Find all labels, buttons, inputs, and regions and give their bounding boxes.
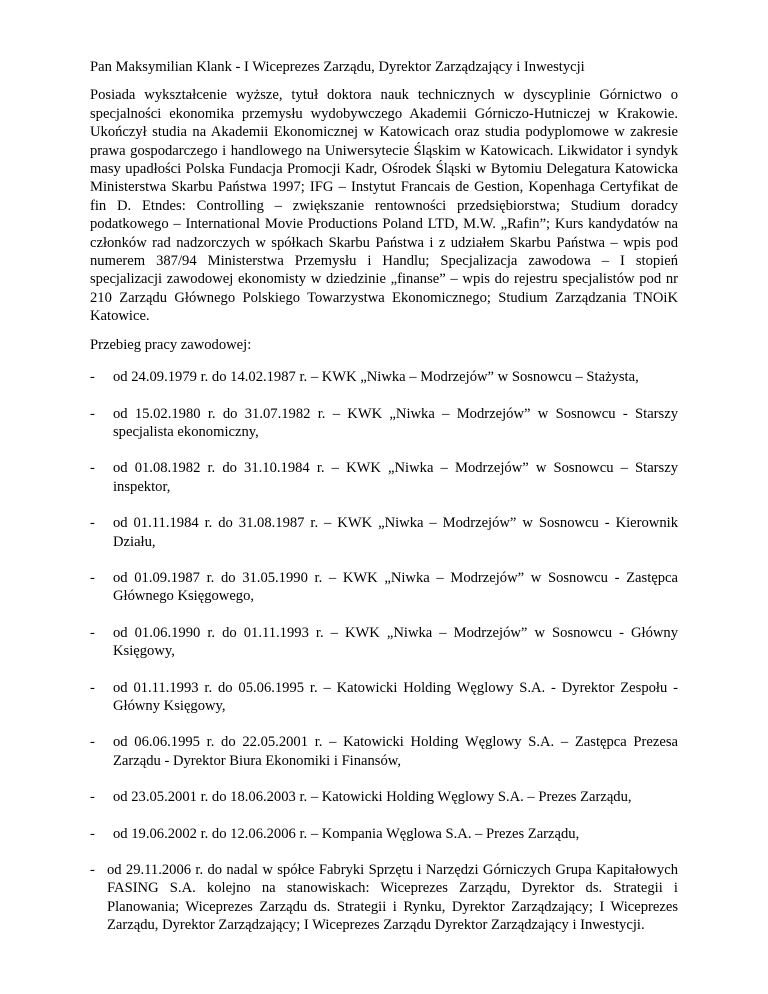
career-section-title: Przebieg pracy zawodowej: [90,336,252,353]
career-item [90,733,678,770]
list-dash: - [90,624,95,641]
career-item [90,624,678,661]
list-dash: - [90,405,95,422]
career-item-text: od 01.11.1993 r. do 05.06.1995 r. – Katowicki Holding Węglowy S.A. - Dyrektor Zespołu - Główny Księgowy, [113,679,678,714]
career-item-text: od 01.08.1982 r. do 31.10.1984 r. – KWK „Niwka – Modrzejów” w Sosnowcu – Starszy inspektor, [113,460,678,495]
list-dash: - [90,515,95,532]
career-item-text: od 15.02.1980 r. do 31.07.1982 r. – KWK „Niwka – Modrzejów” w Sosnowcu - Starszy specjalista ekonomiczny, [113,405,678,440]
career-item-text: od 29.11.2006 r. do nadal w spółce Fabryki Sprzętu i Narzędzi Górniczych Grupa Kapitałowych FASING S.A. kolejno na stanowiskach: Wiceprezes Zarządu, Dyrektor ds. Strategii i Planowania; Wiceprezes Zarządu ds. Strategii i Rynku, Dyrektor Zarządzający; I Wiceprezes Zarządu, Dyrektor Zarządzający; I Wiceprezes Zarządu Dyrektor Zarządzający i Inwestycji. [107,862,678,934]
career-item-text: od 06.06.1995 r. do 22.05.2001 r. – Katowicki Holding Węglowy S.A. – Zastępca Prezesa Zarządu - Dyrektor Biura Ekonomiki i Finansów, [113,734,678,769]
list-dash: - [90,734,95,751]
list-dash: - [90,789,95,806]
career-item [90,861,678,935]
career-item [90,514,678,551]
list-dash: - [90,825,95,842]
list-dash: - [90,679,95,696]
list-dash: - [90,569,95,586]
career-item-text: od 01.11.1984 r. do 31.08.1987 r. – KWK „Niwka – Modrzejów” w Sosnowcu - Kierownik Działu, [113,515,678,550]
career-item-text: od 19.06.2002 r. do 12.06.2006 r. – Kompania Węglowa S.A. – Prezes Zarządu, [113,825,580,842]
list-dash: - [90,460,95,477]
list-dash: - [90,862,95,878]
career-item [90,788,678,806]
biography-paragraph: Posiada wykształcenie wyższe, tytuł doktora nauk technicznych w dyscyplinie Górnictwo o specjalności ekonomika przemysłu wydobywczego Akademii Górniczo-Hutniczej w Krakowie. Ukończył studia na Akademii Ekonomicznej w Katowicach oraz studia podyplomowe w zakresie prawa gospodarczego i handlowego na Uniwersytecie Śląskim w Katowicach. Likwidator i syndyk masy upadłości Polska Fundacja Promocji Kadr, Ośrodek Śląski w Bytomiu Delegatura Katowicka Ministerstwa Skarbu Państwa 1997; IFG – Instytut Francais de Gestion, Kopenhaga Certyfikat de fin D. Etndes: Controlling – zwiększanie rentowności przedsiębiorstwa; Studium doradcy podatkowego – International Movie Productions Poland LTD, M.W. „Rafin”; Kurs kandydatów na członków rad nadzorczych w spółkach Skarbu Państwa i z udziałem Skarbu Państwa – wpis pod numerem 387/94 Ministerstwa Przemysłu i Handlu; Specjalizacja zawodowa – I stopień specjalizacji zawodowej ekonomisty w dziedzinie „finanse” – wpis do rejestru specjalistów pod nr 210 Zarządu Głównego Polskiego Towarzystwa Ekonomicznego; Studium Zarządzania TNOiK Katowice. [90,87,678,325]
document-heading: Pan Maksymilian Klank - I Wiceprezes Zarządu, Dyrektor Zarządzający i Inwestycji [90,59,585,75]
career-item [90,569,678,606]
career-item [90,825,678,843]
career-item-text: od 24.09.1979 r. do 14.02.1987 r. – KWK „Niwka – Modrzejów” w Sosnowcu – Stażysta, [113,369,639,386]
career-item [90,368,678,386]
career-item-text: od 01.06.1990 r. do 01.11.1993 r. – KWK „Niwka – Modrzejów” w Sosnowcu - Główny Księgowy, [113,624,678,660]
career-item-text: od 23.05.2001 r. do 18.06.2003 r. – Katowicki Holding Węglowy S.A. – Prezes Zarządu, [113,789,632,806]
career-item-text: od 01.09.1987 r. do 31.05.1990 r. – KWK „Niwka – Modrzejów” w Sosnowcu - Zastępca Głównego Księgowego, [113,569,678,605]
career-item [90,459,678,496]
career-list [90,368,678,935]
career-item [90,679,678,716]
career-item [90,405,678,442]
list-dash: - [90,369,95,386]
